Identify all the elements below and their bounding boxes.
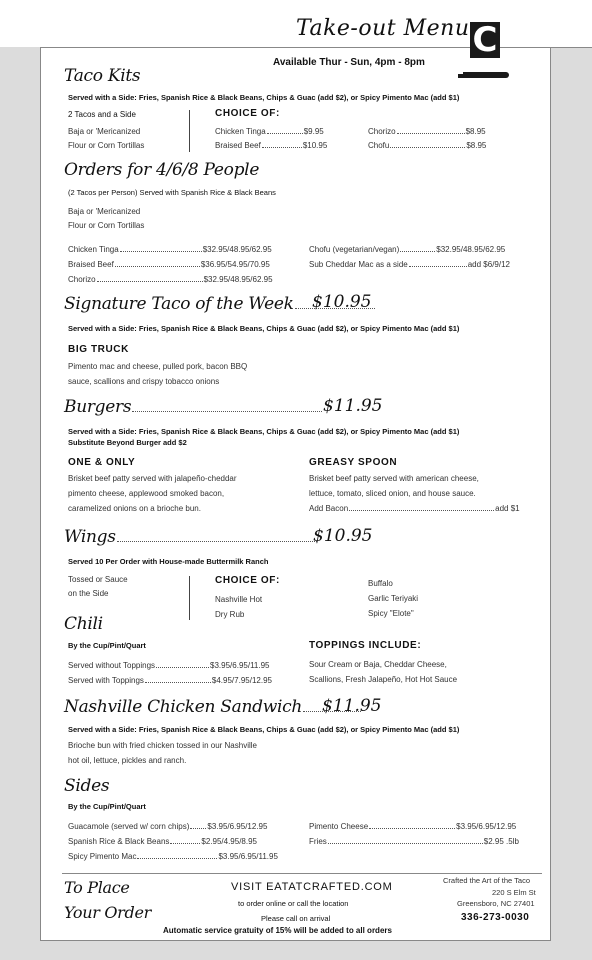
burger2-desc2: lettuce, tomato, sliced onion, and house sauce. (309, 489, 476, 498)
burgers-side-note: Served with a Side: Fries, Spanish Rice & Black Beans, Chips & Guac (add $2), or Spicy Pimento Mac (add $1) (68, 427, 460, 436)
taco-kits-divider (189, 110, 190, 152)
menu-item: Fries $2.95 .5lb (309, 837, 519, 846)
burger1-desc1: Brisket beef patty served with jalapeño-cheddar (68, 474, 237, 483)
menu-item: Pimento Cheese $3.95/6.95/12.95 (309, 822, 517, 831)
menu-item: Chorizo $8.95 (368, 127, 486, 136)
burger2-desc1: Brisket beef patty served with american cheese, (309, 474, 479, 483)
burgers-price: $11.95 (323, 396, 383, 416)
signature-desc1: Pimento mac and cheese, pulled pork, bacon BBQ (68, 362, 248, 371)
wings-flavor: Dry Rub (215, 610, 245, 619)
menu-item: Chicken Tinga $32.95/48.95/62.95 (68, 245, 272, 254)
burger2-add: Add Bacon add $1 (309, 504, 520, 513)
menu-item: Chicken Tinga $9.95 (215, 127, 324, 136)
address-line2: Greensboro, NC 27401 (457, 899, 535, 908)
call-on-arrival: Please call on arrival (261, 914, 331, 923)
burger2-name: GREASY SPOON (309, 457, 398, 468)
to-place-line1: To Place (64, 878, 130, 897)
menu-item: Sub Cheddar Mac as a side add $6/9/12 (309, 260, 510, 269)
taco-kits-side-note: Served with a Side: Fries, Spanish Rice & Black Beans, Chips & Guac (add $2), or Spicy Pimento Mac (add $1) (68, 93, 460, 102)
menu-item: Served with Toppings $4.95/7.95/12.95 (68, 676, 272, 685)
wings-opt1: Tossed or Sauce (68, 575, 128, 584)
tagline: Crafted the Art of the Taco (443, 876, 530, 885)
orders-option1: Baja or 'Mericanized (68, 207, 141, 216)
wings-divider (189, 576, 190, 620)
burger1-desc2: pimento cheese, applewood smoked bacon, (68, 489, 225, 498)
taco-kits-choice-header: CHOICE OF: (215, 108, 280, 119)
website-link[interactable]: VISIT EATATCRAFTED.COM (231, 881, 393, 893)
menu-item: Braised Beef $36.95/54.95/70.95 (68, 260, 270, 269)
nashville-price: $11.95 (322, 696, 382, 716)
phone-number[interactable]: 336-273-0030 (461, 912, 530, 923)
footer-divider (62, 873, 542, 874)
wings-flavor: Garlic Teriyaki (368, 594, 419, 603)
wings-note: Served 10 Per Order with House-made Buttermilk Ranch (68, 557, 269, 566)
nashville-desc2: hot oil, lettuce, pickles and ranch. (68, 756, 187, 765)
sides-title: Sides (64, 776, 110, 796)
taco-kits-option2: Flour or Corn Tortillas (68, 141, 145, 150)
chili-toppings1: Sour Cream or Baja, Cheddar Cheese, (309, 660, 447, 669)
menu-item: Guacamole (served w/ corn chips) $3.95/6.95/12.95 (68, 822, 268, 831)
availability: Available Thur - Sun, 4pm - 8pm (273, 57, 425, 68)
wings-choice-header: CHOICE OF: (215, 575, 280, 586)
menu-item: Braised Beef $10.95 (215, 141, 328, 150)
taco-kits-title: Taco Kits (64, 66, 141, 86)
wings-opt2: on the Side (68, 589, 109, 598)
nashville-desc1: Brioche bun with fried chicken tossed in our Nashville (68, 741, 257, 750)
wings-flavor: Spicy "Elote" (368, 609, 414, 618)
orders-option2: Flour or Corn Tortillas (68, 221, 145, 230)
crafted-logo: C (470, 22, 500, 58)
burger1-name: ONE & ONLY (68, 457, 136, 468)
signature-title: Signature Taco of the Week (64, 294, 376, 314)
signature-side-note: Served with a Side: Fries, Spanish Rice & Black Beans, Chips & Guac (add $2), or Spicy Pimento Mac (add $1) (68, 324, 460, 333)
wings-flavor: Buffalo (368, 579, 393, 588)
taco-kits-option1: Baja or 'Mericanized (68, 127, 141, 136)
signature-desc2: sauce, scallions and crispy tobacco onions (68, 377, 220, 386)
burger1-desc3: caramelized onions on a brioche bun. (68, 504, 201, 513)
menu-item: Chorizo $32.95/48.95/62.95 (68, 275, 273, 284)
knife-icon (463, 72, 509, 78)
menu-item: Spicy Pimento Mac $3.95/6.95/11.95 (68, 852, 278, 861)
wings-flavor: Nashville Hot (215, 595, 263, 604)
nashville-side-note: Served with a Side: Fries, Spanish Rice & Black Beans, Chips & Guac (add $2), or Spicy Pimento Mac (add $1) (68, 725, 460, 734)
burgers-sub-note: Substitute Beyond Burger add $2 (68, 438, 187, 447)
menu-title: Take-out Menu (296, 16, 470, 41)
menu-item: Served without Toppings $3.95/6.95/11.95 (68, 661, 270, 670)
header-divider (270, 47, 592, 48)
signature-price: $10.95 (312, 292, 372, 312)
chili-toppings-header: TOPPINGS INCLUDE: (309, 640, 422, 651)
menu-item: Spanish Rice & Black Beans $2.95/4.95/8.95 (68, 837, 257, 846)
address-line1: 220 S Elm St (492, 888, 536, 897)
order-online-line: to order online or call the location (238, 899, 349, 908)
nashville-title: Nashville Chicken Sandwich (64, 697, 362, 717)
menu-item: Chofu (vegetarian/vegan) $32.95/48.95/62.95 (309, 245, 506, 254)
chili-toppings2: Scallions, Fresh Jalapeño, Hot Hot Sauce (309, 675, 458, 684)
wings-title: Wings (64, 527, 318, 547)
gratuity-note: Automatic service gratuity of 15% will be added to all orders (163, 926, 392, 935)
sides-note: By the Cup/Pint/Quart (68, 802, 146, 811)
menu-item: Chofu $8.95 (368, 141, 487, 150)
orders-title: Orders for 4/6/8 People (64, 160, 260, 180)
wings-price: $10.95 (313, 526, 373, 546)
chili-note: By the Cup/Pint/Quart (68, 641, 146, 650)
taco-kits-intro: 2 Tacos and a Side (68, 110, 136, 119)
orders-note: (2 Tacos per Person) Served with Spanish Rice & Black Beans (68, 188, 276, 197)
signature-item-name: BIG TRUCK (68, 344, 129, 355)
to-place-line2: Your Order (64, 903, 151, 922)
burgers-title: Burgers (64, 397, 323, 417)
chili-title: Chili (64, 614, 103, 634)
